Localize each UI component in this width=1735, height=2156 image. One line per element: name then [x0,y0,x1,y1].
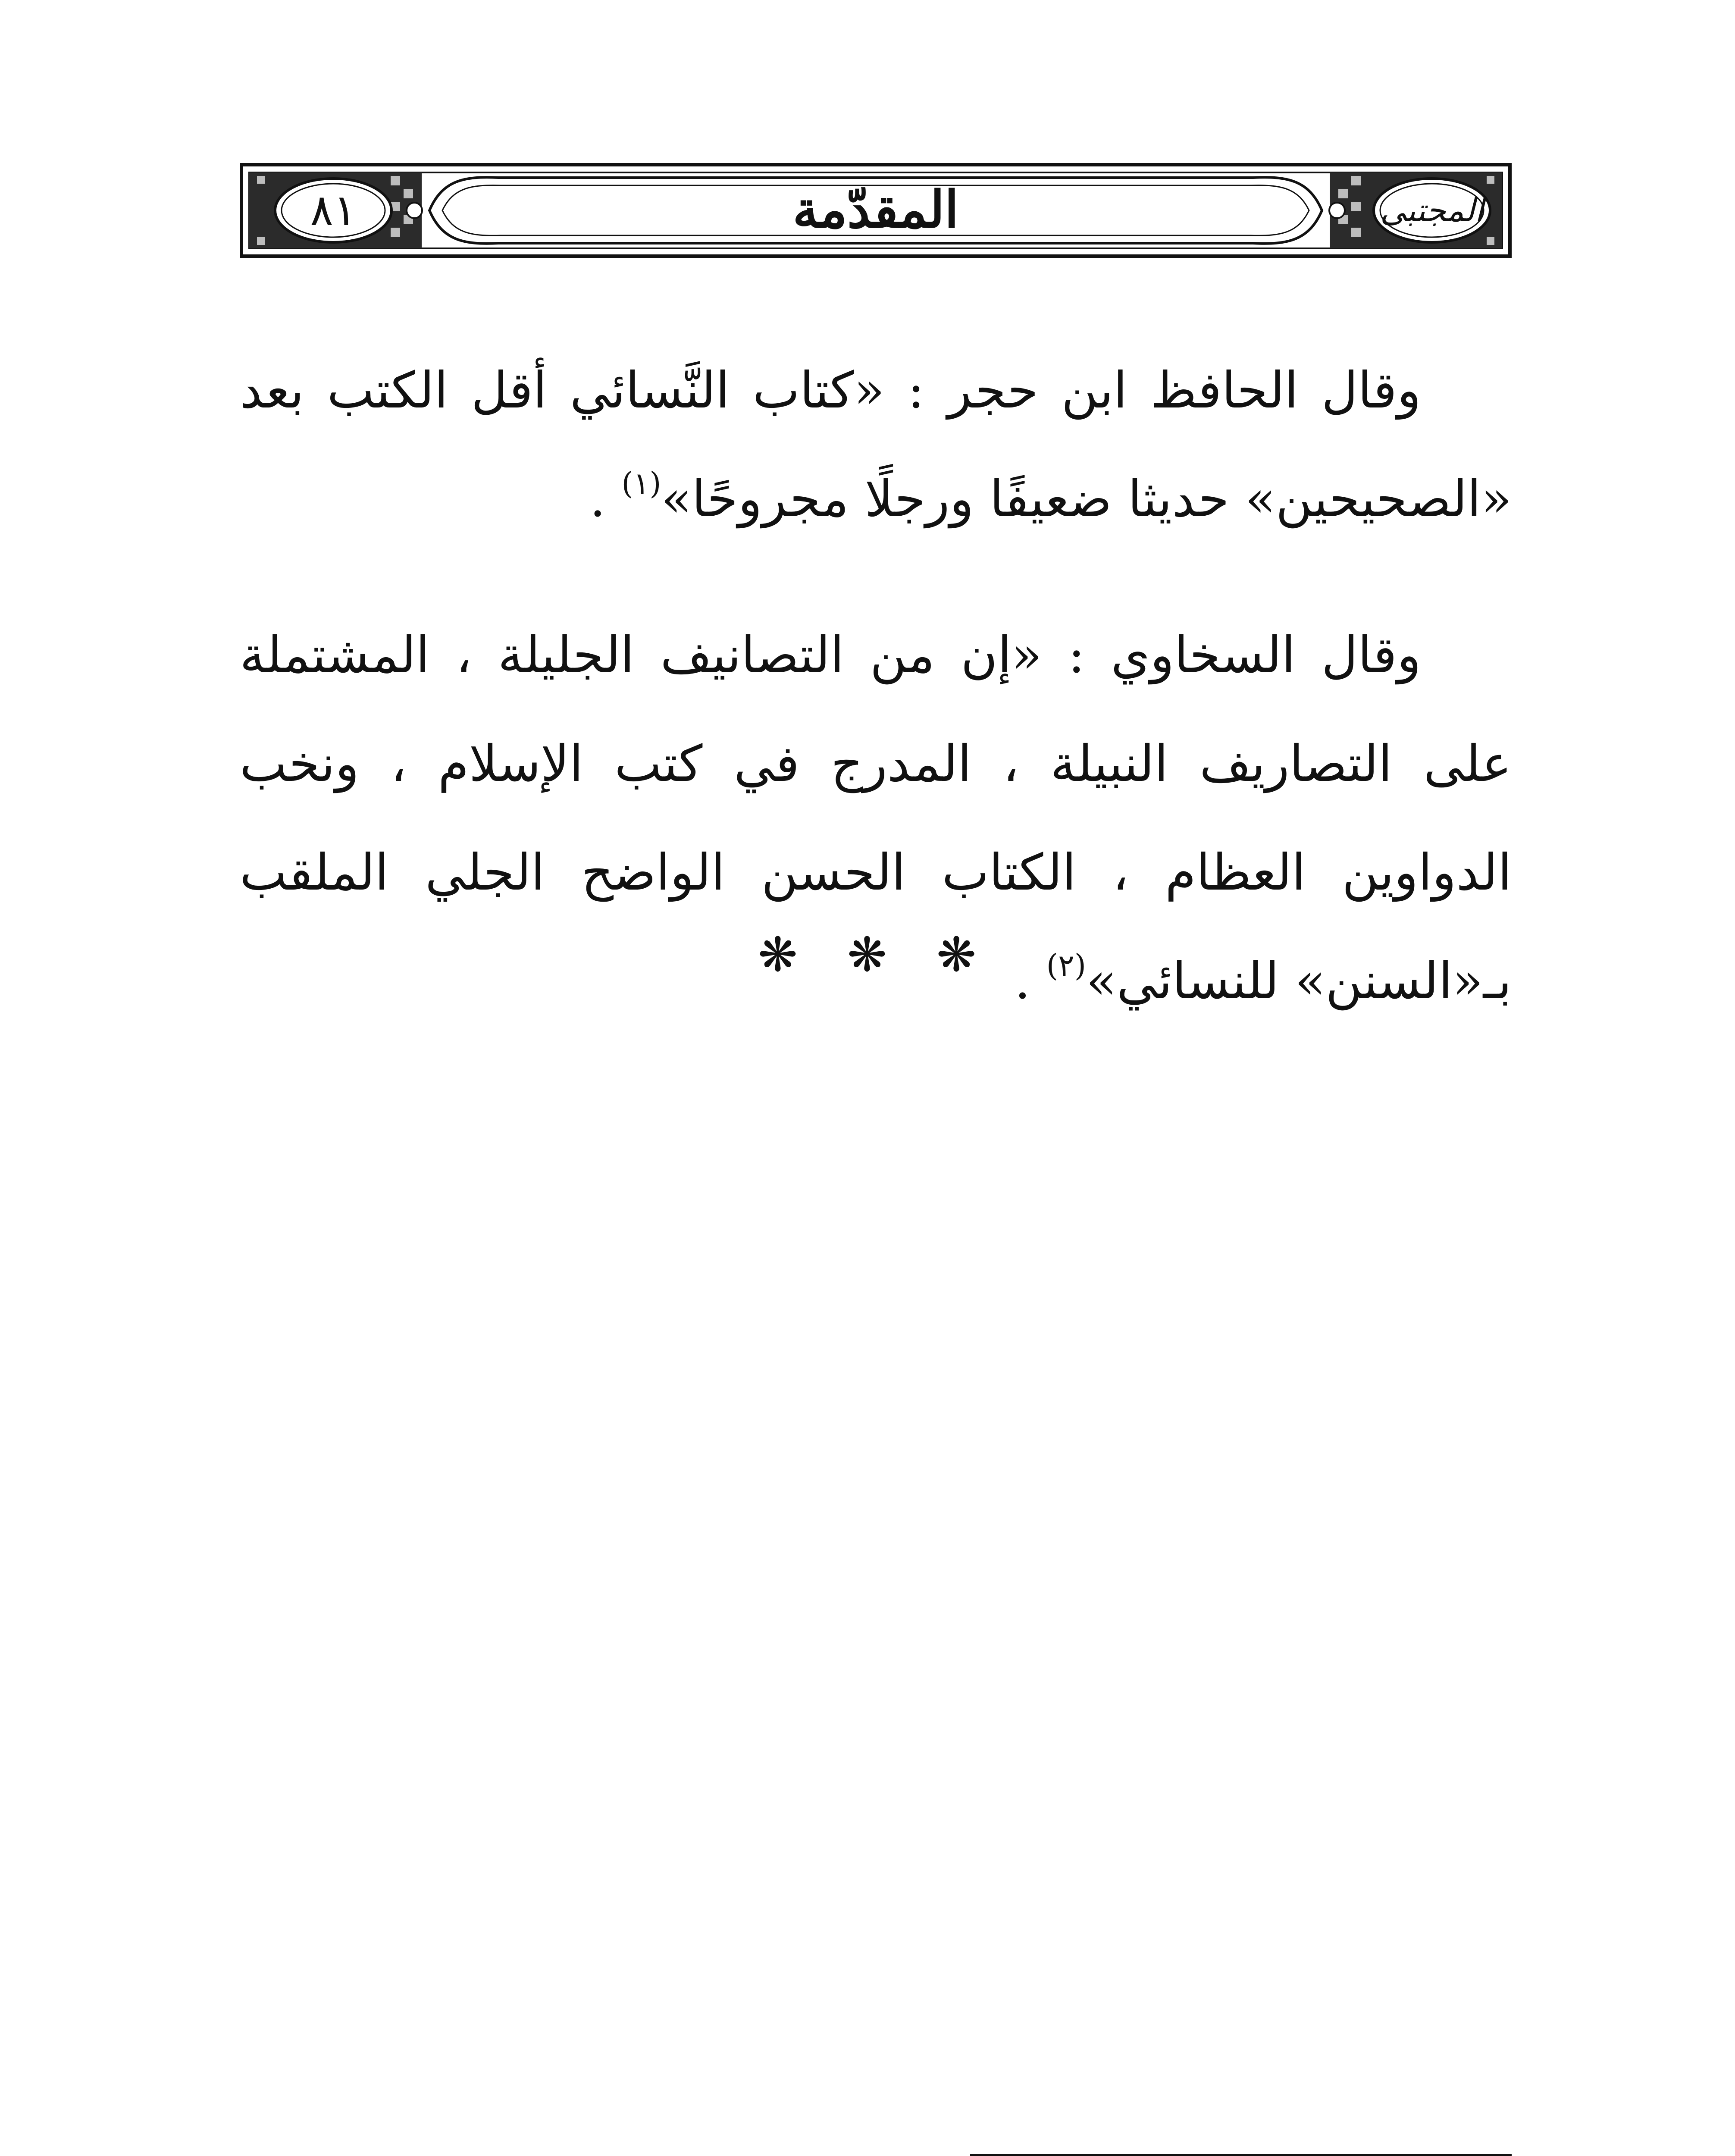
paragraph [240,336,1512,554]
paragraph-end-mark: . [1015,952,1046,1010]
section-separator: ❋ ❋ ❋ [758,927,994,982]
paragraph-end-mark: . [589,470,622,528]
paragraph-text: وقال الحافظ ابن حجر : «كتاب النَّسائي أقل الكتب بعد «الصحيحين» حديثا ضعيفًا ورجلًا مجروحًا» [240,361,1512,528]
book-logo: المجتبى [1380,192,1484,229]
footnote-reference[interactable]: (١) [621,466,661,501]
paragraph-text: وقال السخاوي : «إن من التصانيف الجليلة ، المشتملة على التصاريف النبيلة ، المدرج في كتب الإسلام ، ونخب الدواوين العظام ، الكتاب الحسن الواضح الجلي الملقب بـ«السنن» للنسائي» [240,626,1512,1010]
page-number: ٨١ [310,185,357,235]
page-title: المقدّمة [792,179,959,239]
page-header [240,163,1512,258]
footnote-reference[interactable]: (٢) [1046,948,1087,983]
footnote-divider [970,2154,1512,2156]
